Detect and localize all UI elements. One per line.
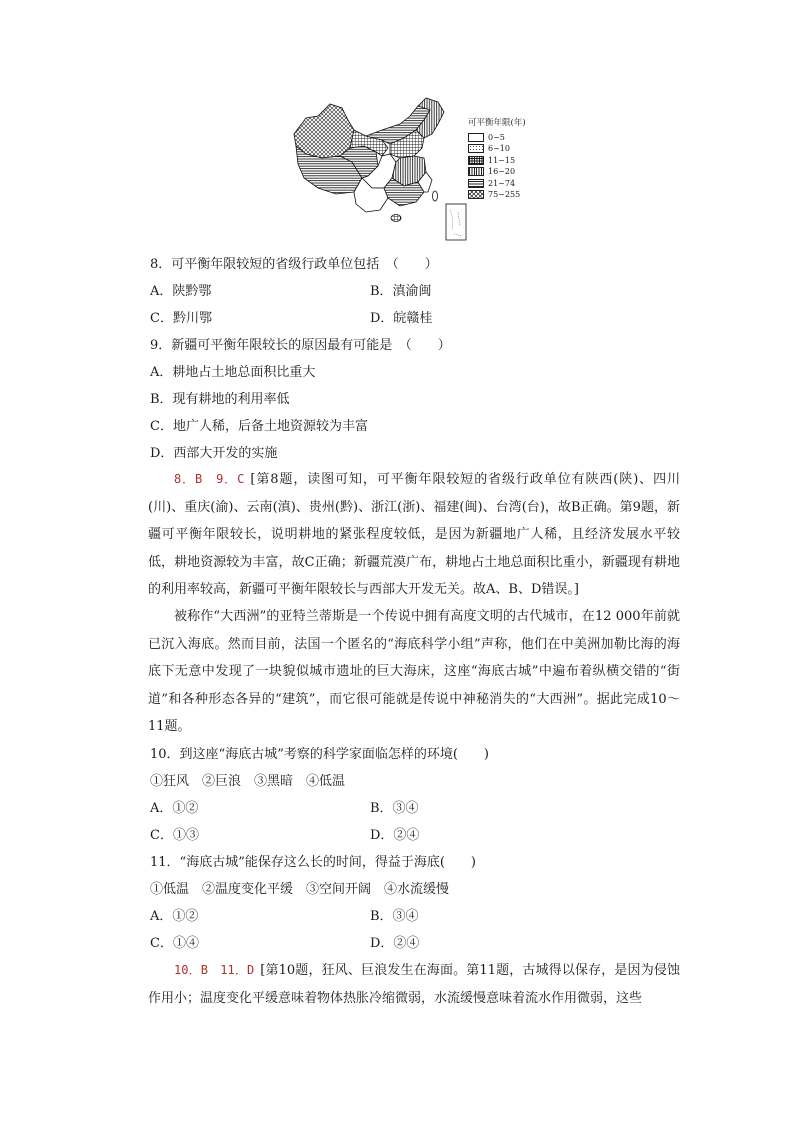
q10-option-a: A．①②: [150, 801, 199, 816]
reading-passage: 被称作“大西洲”的亚特兰蒂斯是一个传说中拥有高度文明的古代城市，在12 000年前就已沉入海底。然而目前，法国一个匿名的“海底科学小组”声称，他们在中美洲加勒比海的海底下无意中发现了一块貌似城市遗址的巨大海床，这座“海底古城”中遍布着纵横交错的“街道”和各种形态各异的“建筑”，而它很可能就是传说中神秘消失的“大西洲”。据此完成10～11题。: [148, 609, 680, 734]
question-11-stem: 11．“海底古城”能保存这么长的时间，得益于海底( ): [150, 855, 476, 870]
legend-item: [468, 155, 548, 167]
legend-title: 可平衡年限(年): [468, 118, 526, 128]
q10-items: ①狂风 ②巨浪 ③黑暗 ④低温: [150, 774, 346, 789]
answer-explanation: [第8题，读图可知，可平衡年限较短的省级行政单位有陕西(陕)、四川(川)、重庆(渝)、云南(滇)、贵州(黔)、浙江(浙)、福建(闽)、台湾(台)，故B正确。第9题，新疆可平衡年限较长，说明耕地的紧张程度较低，是因为新疆地广人稀，且经济发展水平较低，耕地资源较为丰富，故C正确；新疆荒漠广布，耕地占土地总面积比重小，新疆现有耕地的利用率较高，新疆可平衡年限较长与西部大开发无关。故A、B、D错误。]: [148, 472, 680, 597]
question-9-stem: 9．新疆可平衡年限较长的原因最有可能是 （ ）: [150, 338, 451, 353]
q11-option-d: D．②④: [370, 936, 420, 951]
legend-label: 21~74: [488, 178, 516, 188]
region-xinjiang: [294, 104, 354, 158]
legend-swatch-cross: [468, 190, 484, 199]
legend-item: [468, 178, 548, 190]
answer-key: 10．B 11．D: [174, 963, 255, 977]
answer-10-11: [148, 957, 680, 1012]
legend-swatch-blank: [468, 133, 484, 142]
region-taiwan: [433, 191, 438, 201]
q10-option-c: C．①③: [150, 828, 199, 843]
q11-option-c: C．①④: [150, 936, 199, 951]
legend-swatch-grid: [468, 156, 484, 165]
china-map: [292, 96, 467, 246]
q9-option-c: C．地广人稀，后备土地资源较为丰富: [150, 419, 368, 434]
q10-option-b: B．③④: [370, 801, 419, 816]
q11-option-a: A．①②: [150, 909, 199, 924]
legend-swatch-horizontal: [468, 179, 484, 188]
legend-label: 11~15: [488, 155, 516, 165]
answer-8-9: [148, 466, 680, 604]
q9-option-a: A．耕地占土地总面积比重大: [150, 365, 316, 380]
legend-item: [468, 143, 548, 155]
legend-label: 75~255: [488, 190, 521, 199]
legend-swatch-vertical: [468, 167, 484, 176]
answer-explanation: [第10题，狂风、巨浪发生在海面。第11题，古城得以保存，是因为侵蚀作用小；温度变化平缓意味着物体热胀冷缩微弱，水流缓慢意味着流水作用微弱，这些: [148, 963, 681, 1006]
q8-option-c: C．黔川鄂: [150, 311, 212, 326]
china-map-figure: [292, 96, 537, 246]
q8-option-b: B．滇渝闽: [370, 284, 432, 299]
q9-option-d: D．西部大开发的实施: [150, 446, 278, 461]
legend-item: [468, 166, 548, 178]
q8-option-d: D．皖赣桂: [370, 311, 433, 326]
legend-label: 6~10: [488, 144, 510, 153]
legend-item: [468, 189, 548, 201]
legend-swatch-dots: [468, 144, 484, 153]
answer-key: 8．B 9．C: [174, 472, 245, 486]
q11-option-b: B．③④: [370, 909, 419, 924]
q9-option-b: B．现有耕地的利用率低: [150, 392, 290, 407]
legend-label: 16~20: [488, 167, 516, 176]
legend-item: [468, 132, 548, 144]
q11-items: ①低温 ②温度变化平缓 ③空间开阔 ④水流缓慢: [150, 882, 450, 897]
q10-option-d: D．②④: [370, 828, 420, 843]
question-10-stem: 10．到这座“海底古城”考察的科学家面临怎样的环境( ): [150, 747, 489, 762]
question-8-stem: 8．可平衡年限较短的省级行政单位包括 （ ）: [150, 257, 438, 272]
legend-label: 0~5: [488, 132, 505, 142]
q8-option-a: A．陕黔鄂: [150, 284, 212, 299]
map-legend: [468, 118, 548, 201]
region-hainan: [391, 215, 401, 222]
